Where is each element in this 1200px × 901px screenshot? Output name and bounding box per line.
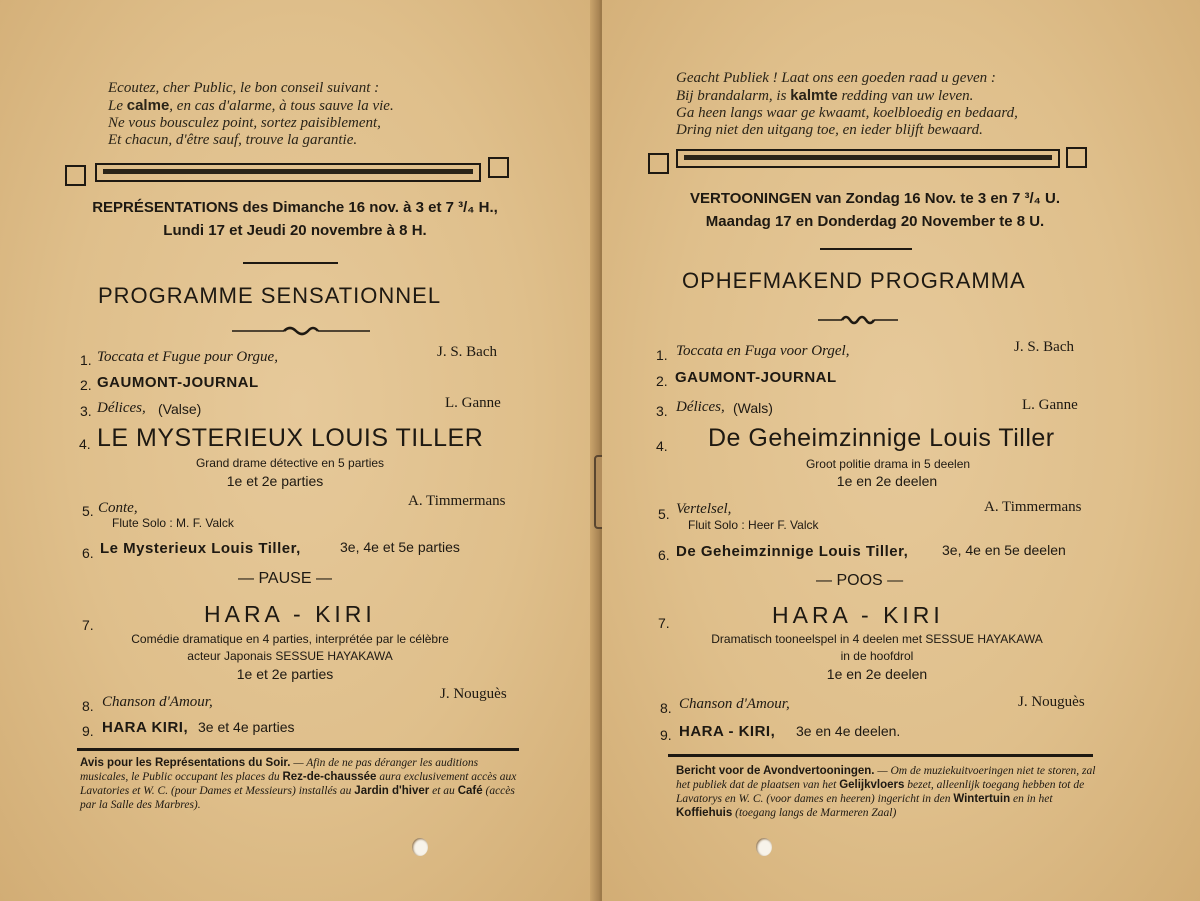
item-subtitle: (Wals) bbox=[733, 400, 773, 416]
poem-line-2: Le calme, en cas d'alarme, à tous sauve la vie. bbox=[108, 97, 394, 114]
poem-line-4: Dring niet den uitgang toe, en ieder blijft bewaard. bbox=[676, 122, 983, 138]
evening-notice: Avis pour les Représentations du Soir. — Afin de ne pas déranger les auditions musicales, le Public occupant les places du Rez-de-chaussée aura exclusivement accès aux Lavatories et W. C. (pour Dames et Messieurs) installés au Jardin d'hiver et au Café (accès par la Salle des Marbres). bbox=[80, 757, 517, 811]
item-number: 4. bbox=[79, 436, 91, 452]
item-number: 4. bbox=[656, 438, 668, 454]
item-composer: J. Nouguès bbox=[1018, 694, 1085, 710]
schedule-line-2: Maandag 17 en Donderdag 20 November te 8 U. bbox=[705, 213, 1045, 230]
item-title: HARA - KIRI, bbox=[679, 723, 776, 740]
item-title: Chanson d'Amour, bbox=[102, 694, 213, 710]
item-number: 9. bbox=[660, 727, 672, 743]
item-title: GAUMONT-JOURNAL bbox=[675, 369, 837, 386]
item-soloist: Flute Solo : M. F. Valck bbox=[112, 516, 234, 530]
item-parts: 3e, 4e et 5e parties bbox=[340, 539, 460, 555]
item-parts: 3e et 4e parties bbox=[198, 719, 295, 735]
item-parts: 3e, 4e en 5e deelen bbox=[942, 542, 1066, 558]
square-ornament-right bbox=[1066, 147, 1087, 168]
evening-notice: Bericht voor de Avondvertooningen. — Om de muziekuitvoeringen niet te storen, zal het publiek dat de plaatsen van het Gelijkvloers bezet, alleenlijk toegang hebben tot de Lavatorys en W. C. (voor dames en heeren) ingericht in den Wintertuin en in het Koffiehuis (toegang langs de Marmeren Zaal) bbox=[676, 765, 1096, 819]
schedule-line-1: VERTOONINGEN van Zondag 16 Nov. te 3 en 7 ³/₄ U. bbox=[690, 190, 1060, 207]
item-title: Toccata et Fugue pour Orgue, bbox=[97, 349, 278, 365]
punch-hole bbox=[756, 838, 772, 856]
item-title: Délices, bbox=[97, 400, 146, 416]
item-title: De Geheimzinnige Louis Tiller, bbox=[676, 543, 909, 560]
item-number: 2. bbox=[80, 377, 92, 393]
poem-line-3: Ga heen langs waar ge kwaamt, koelbloedig en bedaard, bbox=[676, 105, 1018, 121]
item-parts: 1e et 2e parties bbox=[226, 473, 324, 489]
item-title: HARA KIRI, bbox=[102, 719, 189, 736]
item-description: Dramatisch tooneelspel in 4 deelen met SESSUE HAYAKAWA bbox=[711, 632, 1043, 646]
poem-line-2: Bij brandalarm, is kalmte redding van uw leven. bbox=[676, 87, 974, 104]
item-number: 6. bbox=[658, 547, 670, 563]
punch-hole bbox=[412, 838, 428, 856]
bar-ornament bbox=[95, 163, 481, 182]
item-number: 7. bbox=[658, 615, 670, 631]
schedule bbox=[60, 199, 530, 239]
item-parts: 3e en 4e deelen. bbox=[796, 723, 901, 739]
item-number: 2. bbox=[656, 373, 668, 389]
short-rule bbox=[243, 262, 338, 264]
bar-ornament bbox=[676, 149, 1060, 168]
item-composer: A. Timmermans bbox=[408, 493, 506, 509]
item-soloist: Fluit Solo : Heer F. Valck bbox=[688, 518, 819, 532]
poem-line-1: Geacht Publiek ! Laat ons een goeden raad u geven : bbox=[676, 70, 996, 86]
item-title: Toccata en Fuga voor Orgel, bbox=[676, 343, 850, 359]
item-title: Chanson d'Amour, bbox=[679, 696, 790, 712]
item-composer: L. Ganne bbox=[1022, 397, 1078, 413]
square-ornament-right bbox=[488, 157, 509, 178]
scroll-ornament bbox=[818, 314, 898, 326]
item-number: 1. bbox=[656, 347, 668, 363]
item-title: Conte, bbox=[98, 500, 138, 516]
item-title-large: LE MYSTERIEUX LOUIS TILLER bbox=[97, 424, 484, 452]
item-composer: J. S. Bach bbox=[437, 344, 497, 360]
item-description: Grand drame détective en 5 parties bbox=[195, 456, 385, 470]
item-description: Comédie dramatique en 4 parties, interprétée par le célèbre bbox=[131, 632, 449, 646]
notice-rule bbox=[77, 748, 519, 751]
safety-poem bbox=[676, 70, 1018, 139]
calme-word: calme bbox=[126, 97, 170, 114]
item-description: in de hoofdrol bbox=[840, 649, 914, 663]
item-number: 9. bbox=[82, 723, 94, 739]
item-description: Groot politie drama in 5 deelen bbox=[805, 457, 971, 471]
item-number: 7. bbox=[82, 617, 94, 633]
scroll-ornament bbox=[232, 325, 370, 337]
programme-title: OPHEFMAKEND PROGRAMMA bbox=[682, 268, 1026, 293]
kalmte-word: kalmte bbox=[790, 87, 838, 104]
programme-title: PROGRAMME SENSATIONNEL bbox=[98, 283, 442, 308]
schedule-line-2: Lundi 17 et Jeudi 20 novembre à 8 H. bbox=[163, 222, 427, 239]
square-ornament-left bbox=[65, 165, 86, 186]
item-composer: J. S. Bach bbox=[1014, 339, 1074, 355]
item-title: Délices, bbox=[676, 399, 725, 415]
item-composer: J. Nouguès bbox=[440, 686, 507, 702]
left-page bbox=[0, 0, 598, 901]
item-subtitle: (Valse) bbox=[158, 401, 202, 417]
item-number: 5. bbox=[658, 506, 670, 522]
square-ornament-left bbox=[648, 153, 669, 174]
poem-line-4: Et chacun, d'être sauf, trouve la garantie. bbox=[108, 132, 358, 148]
item-number: 3. bbox=[80, 403, 92, 419]
item-number: 8. bbox=[660, 700, 672, 716]
schedule-line-1: REPRÉSENTATIONS des Dimanche 16 nov. à 3 et 7 ³/₄ H., bbox=[92, 199, 498, 216]
intermission: — POOS — bbox=[816, 572, 904, 589]
item-title: Le Mysterieux Louis Tiller, bbox=[100, 540, 301, 557]
schedule bbox=[640, 190, 1110, 230]
intermission: — PAUSE — bbox=[238, 570, 332, 587]
item-number: 3. bbox=[656, 403, 668, 419]
short-rule bbox=[820, 248, 912, 250]
item-composer: L. Ganne bbox=[445, 395, 501, 411]
poem-line-3: Ne vous bousculez point, sortez paisiblement, bbox=[108, 115, 381, 131]
item-number: 5. bbox=[82, 503, 94, 519]
item-parts: 1e en 2e deelen bbox=[826, 666, 928, 682]
item-number: 8. bbox=[82, 698, 94, 714]
item-number: 1. bbox=[80, 352, 92, 368]
right-page bbox=[602, 0, 1200, 901]
notice-rule bbox=[668, 754, 1093, 757]
item-title-large: HARA - KIRI bbox=[204, 601, 376, 627]
safety-poem bbox=[108, 80, 394, 149]
item-number: 6. bbox=[82, 545, 94, 561]
item-title-large: De Geheimzinnige Louis Tiller bbox=[708, 424, 1055, 452]
item-composer: A. Timmermans bbox=[984, 499, 1082, 515]
item-description: acteur Japonais SESSUE HAYAKAWA bbox=[187, 649, 393, 663]
item-title: GAUMONT-JOURNAL bbox=[97, 374, 259, 391]
item-parts: 1e et 2e parties bbox=[236, 666, 334, 682]
item-parts: 1e en 2e deelen bbox=[836, 473, 938, 489]
item-title: Vertelsel, bbox=[676, 501, 732, 517]
item-title-large: HARA - KIRI bbox=[772, 602, 944, 628]
poem-line-1: Ecoutez, cher Public, le bon conseil suivant : bbox=[108, 80, 380, 96]
